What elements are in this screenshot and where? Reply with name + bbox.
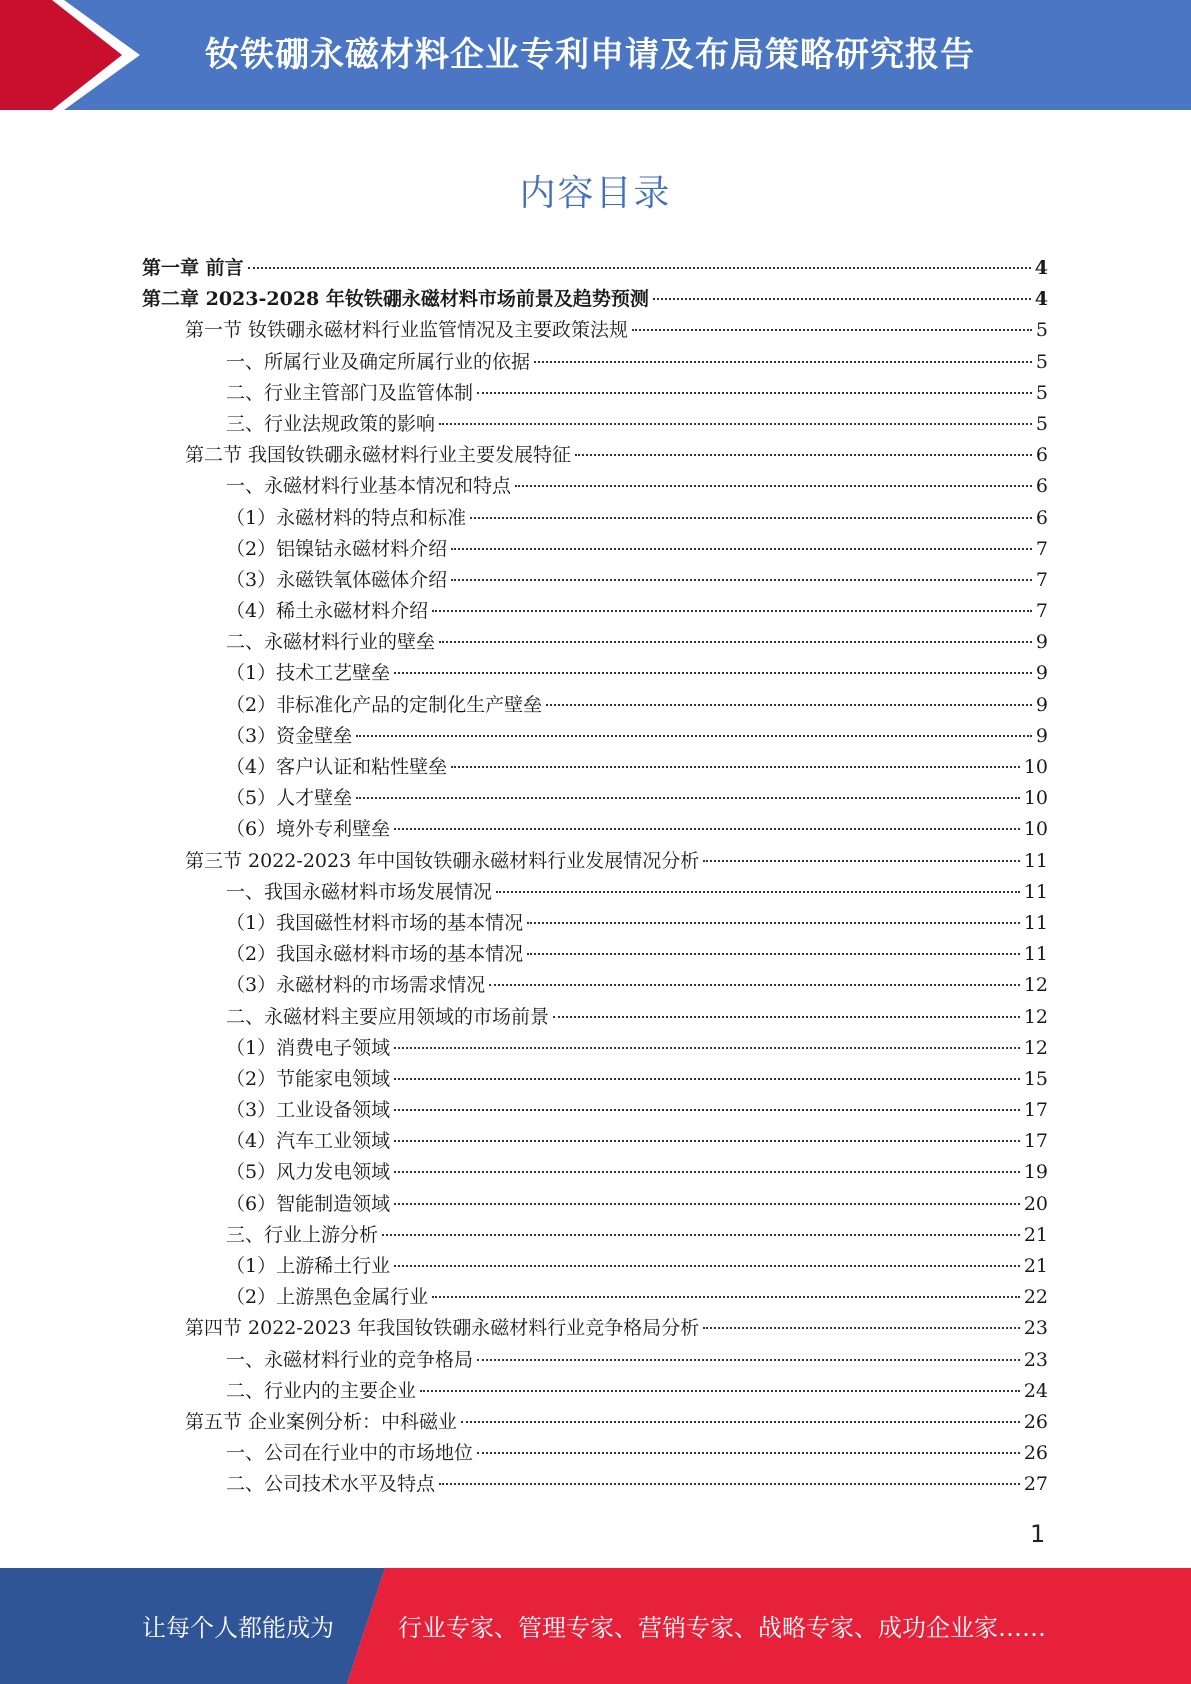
toc-heading: 内容目录 [519, 173, 672, 214]
toc-entry-title: （3）永磁材料的市场需求情况 [226, 974, 486, 997]
toc-entry-title: （1）技术工艺壁垒 [226, 662, 391, 685]
toc-entry-title: （3）资金壁垒 [226, 724, 353, 747]
toc-entry-title: （2）我国永磁材料市场的基本情况 [226, 943, 524, 966]
toc-dot-leader [553, 1016, 1020, 1018]
toc-entry-title: （1）消费电子领域 [226, 1036, 391, 1059]
toc-entry-page: 27 [1023, 1473, 1048, 1496]
toc-entry-title: 二、永磁材料行业的壁垒 [226, 631, 436, 654]
toc-dot-leader [394, 1078, 1020, 1080]
toc-entry[interactable] [142, 1345, 1048, 1376]
toc-entry-title: 二、行业主管部门及监管体制 [226, 381, 474, 404]
toc-entry[interactable] [142, 471, 1048, 502]
toc-entry-page: 5 [1035, 319, 1048, 342]
toc-dot-leader [461, 1421, 1020, 1423]
toc-entry-page: 12 [1023, 1036, 1048, 1059]
toc-dot-leader [515, 485, 1032, 487]
toc-entry-title: 第二节 我国钕铁硼永磁材料行业主要发展特征 [185, 444, 572, 467]
toc-entry-title: 一、公司在行业中的市场地位 [226, 1442, 474, 1465]
toc-entry[interactable] [142, 690, 1048, 721]
toc-dot-leader [439, 641, 1032, 643]
toc-dot-leader [451, 766, 1020, 768]
toc-entry-page: 12 [1023, 974, 1048, 997]
toc-entry-title: （2）节能家电领域 [226, 1067, 391, 1090]
toc-entry[interactable] [142, 409, 1048, 440]
toc-entry[interactable] [142, 658, 1048, 689]
toc-entry-title: （4）稀土永磁材料介绍 [226, 600, 429, 623]
toc-entry[interactable] [142, 1282, 1048, 1313]
toc-entry-page: 7 [1035, 568, 1048, 591]
toc-entry-page: 5 [1035, 412, 1048, 435]
toc-entry[interactable] [142, 1469, 1048, 1500]
toc-dot-leader [394, 1140, 1020, 1142]
toc-dot-leader [703, 860, 1020, 862]
toc-entry-page: 4 [1034, 288, 1048, 311]
toc-entry-title: （1）永磁材料的特点和标准 [226, 506, 467, 529]
toc-entry-title: （4）汽车工业领域 [226, 1130, 391, 1153]
toc-entry-page: 23 [1023, 1348, 1048, 1371]
toc-entry[interactable] [142, 1095, 1048, 1126]
toc-entry-page: 17 [1023, 1130, 1048, 1153]
toc-entry[interactable] [142, 503, 1048, 534]
toc-entry[interactable] [142, 814, 1048, 845]
toc-entry-title: （5）风力发电领域 [226, 1161, 391, 1184]
toc-entry-page: 11 [1023, 911, 1048, 934]
toc-entry-title: 一、永磁材料行业基本情况和特点 [226, 475, 512, 498]
toc-entry-title: 第三节 2022-2023 年中国钕铁硼永磁材料行业发展情况分析 [185, 849, 700, 872]
toc-entry-title: 二、行业内的主要企业 [226, 1379, 417, 1402]
toc-dot-leader [394, 1265, 1020, 1267]
toc-dot-leader [248, 267, 1031, 269]
toc-entry-title: 第二章 2023-2028 年钕铁硼永磁材料市场前景及趋势预测 [142, 288, 649, 311]
toc-dot-leader [527, 953, 1020, 955]
toc-entry-title: （6）智能制造领域 [226, 1192, 391, 1215]
footer-slogan-right: 行业专家、管理专家、营销专家、战略专家、成功企业家…… [398, 1614, 1046, 1642]
toc-entry-page: 21 [1023, 1255, 1048, 1277]
toc-entry-page: 17 [1023, 1099, 1048, 1122]
toc-dot-leader [382, 1234, 1020, 1236]
toc-entry[interactable] [142, 1064, 1048, 1095]
toc-entry[interactable] [142, 565, 1048, 596]
toc-entry-page: 6 [1035, 475, 1048, 498]
footer-banner [0, 1568, 1191, 1684]
toc-dot-leader [477, 392, 1032, 394]
toc-dot-leader [546, 704, 1032, 706]
toc-entry-title: 一、我国永磁材料市场发展情况 [226, 880, 493, 903]
toc-entry-page: 20 [1023, 1192, 1048, 1215]
toc-entry-title: （3）工业设备领域 [226, 1099, 391, 1122]
toc-dot-leader [432, 1296, 1020, 1298]
toc-entry[interactable] [142, 440, 1048, 471]
toc-entry-title: 二、公司技术水平及特点 [226, 1473, 436, 1496]
toc-entry[interactable] [142, 1438, 1048, 1469]
toc-entry[interactable] [142, 1157, 1048, 1188]
toc-entry-page: 7 [1035, 537, 1048, 560]
toc-entry-title: （5）人才壁垒 [226, 787, 353, 810]
report-title: 钕铁硼永磁材料企业专利申请及布局策略研究报告 [205, 35, 975, 75]
toc-dot-leader [470, 517, 1032, 519]
toc-entry[interactable] [142, 1002, 1048, 1033]
toc-dot-leader [653, 298, 1031, 300]
toc-entry-page: 4 [1034, 257, 1048, 279]
toc-entry-page: 24 [1023, 1379, 1048, 1402]
toc-entry-page: 12 [1023, 1005, 1048, 1028]
table-of-contents [142, 253, 1048, 1501]
toc-dot-leader [632, 329, 1032, 331]
toc-entry[interactable] [142, 378, 1048, 409]
toc-entry-title: 第五节 企业案例分析：中科磁业 [185, 1410, 458, 1433]
toc-entry-title: （1）上游稀土行业 [226, 1255, 391, 1277]
toc-dot-leader [394, 1047, 1020, 1049]
toc-dot-leader [477, 1452, 1020, 1454]
toc-dot-leader [451, 548, 1032, 550]
toc-entry-page: 22 [1023, 1286, 1048, 1309]
toc-entry-page: 6 [1035, 506, 1048, 529]
toc-entry[interactable] [142, 347, 1048, 378]
toc-entry[interactable] [142, 752, 1048, 783]
toc-entry[interactable] [142, 315, 1048, 346]
toc-dot-leader [439, 1483, 1020, 1485]
toc-dot-leader [432, 610, 1032, 612]
toc-dot-leader [477, 1359, 1020, 1361]
toc-entry[interactable] [142, 1033, 1048, 1064]
toc-entry-title: 第一章 前言 [142, 257, 244, 279]
toc-entry[interactable] [142, 1189, 1048, 1220]
toc-entry-title: 三、行业上游分析 [226, 1223, 379, 1246]
toc-entry-title: （6）境外专利壁垒 [226, 818, 391, 841]
toc-dot-leader [356, 797, 1020, 799]
toc-dot-leader [575, 454, 1032, 456]
toc-entry-title: （1）我国磁性材料市场的基本情况 [226, 911, 524, 934]
header-banner [0, 0, 1191, 110]
toc-dot-leader [394, 1109, 1020, 1111]
toc-entry-page: 15 [1023, 1067, 1048, 1090]
toc-entry-page: 26 [1023, 1442, 1048, 1465]
toc-entry[interactable] [142, 1376, 1048, 1407]
toc-entry-title: 第一节 钕铁硼永磁材料行业监管情况及主要政策法规 [185, 319, 629, 342]
toc-entry-page: 10 [1023, 756, 1048, 778]
toc-entry-title: （2）非标准化产品的定制化生产壁垒 [226, 693, 543, 716]
toc-entry-page: 5 [1035, 350, 1048, 373]
toc-entry[interactable] [142, 721, 1048, 752]
toc-dot-leader [527, 922, 1020, 924]
toc-entry-page: 23 [1023, 1317, 1048, 1340]
toc-entry-page: 11 [1023, 849, 1048, 872]
toc-entry[interactable] [142, 877, 1048, 908]
toc-entry-title: （2）铝镍钴永磁材料介绍 [226, 537, 448, 560]
page-number: 1 [1030, 1520, 1046, 1548]
toc-entry[interactable] [142, 908, 1048, 939]
toc-entry-page: 10 [1023, 818, 1048, 841]
toc-entry-page: 21 [1023, 1223, 1048, 1246]
toc-entry-page: 9 [1035, 724, 1048, 747]
toc-entry-page: 11 [1023, 880, 1048, 903]
toc-dot-leader [394, 1171, 1020, 1173]
toc-entry[interactable] [142, 284, 1048, 315]
toc-entry-page: 26 [1023, 1410, 1048, 1433]
toc-entry[interactable] [142, 846, 1048, 877]
toc-entry[interactable] [142, 939, 1048, 970]
toc-entry[interactable] [142, 1407, 1048, 1438]
toc-entry-title: 三、行业法规政策的影响 [226, 412, 436, 435]
toc-entry[interactable] [142, 627, 1048, 658]
toc-entry[interactable] [142, 534, 1048, 565]
footer-slogan-left: 让每个人都能成为 [142, 1614, 334, 1642]
toc-entry-page: 19 [1023, 1161, 1048, 1184]
toc-entry-title: （2）上游黑色金属行业 [226, 1286, 429, 1309]
toc-entry-title: （4）客户认证和粘性壁垒 [226, 756, 448, 778]
toc-entry-page: 7 [1035, 600, 1048, 623]
toc-entry[interactable] [142, 253, 1048, 284]
toc-entry[interactable] [142, 1126, 1048, 1157]
toc-entry-title: 一、永磁材料行业的竞争格局 [226, 1348, 474, 1371]
toc-entry-title: 第四节 2022-2023 年我国钕铁硼永磁材料行业竞争格局分析 [185, 1317, 700, 1340]
toc-entry-title: 一、所属行业及确定所属行业的依据 [226, 350, 531, 373]
toc-entry-title: 二、永磁材料主要应用领域的市场前景 [226, 1005, 550, 1028]
toc-entry-page: 6 [1035, 444, 1048, 467]
toc-entry[interactable] [142, 1220, 1048, 1251]
toc-entry-page: 11 [1023, 943, 1048, 966]
toc-entry[interactable] [142, 970, 1048, 1001]
toc-entry-page: 9 [1035, 693, 1048, 716]
toc-entry[interactable] [142, 1313, 1048, 1344]
toc-dot-leader [496, 891, 1020, 893]
toc-dot-leader [703, 1327, 1020, 1329]
toc-entry-title: （3）永磁铁氧体磁体介绍 [226, 568, 448, 591]
toc-dot-leader [394, 1203, 1020, 1205]
toc-dot-leader [451, 579, 1032, 581]
toc-dot-leader [394, 672, 1032, 674]
toc-entry-page: 10 [1023, 787, 1048, 810]
toc-entry-page: 9 [1035, 631, 1048, 654]
toc-dot-leader [394, 828, 1020, 830]
toc-dot-leader [356, 735, 1032, 737]
toc-entry-page: 5 [1035, 381, 1048, 404]
toc-dot-leader [489, 984, 1020, 986]
toc-dot-leader [420, 1390, 1020, 1392]
toc-entry[interactable] [142, 783, 1048, 814]
toc-entry-page: 9 [1035, 662, 1048, 685]
toc-entry[interactable] [142, 1251, 1048, 1282]
toc-entry[interactable] [142, 596, 1048, 627]
toc-dot-leader [534, 361, 1032, 363]
toc-dot-leader [439, 423, 1032, 425]
